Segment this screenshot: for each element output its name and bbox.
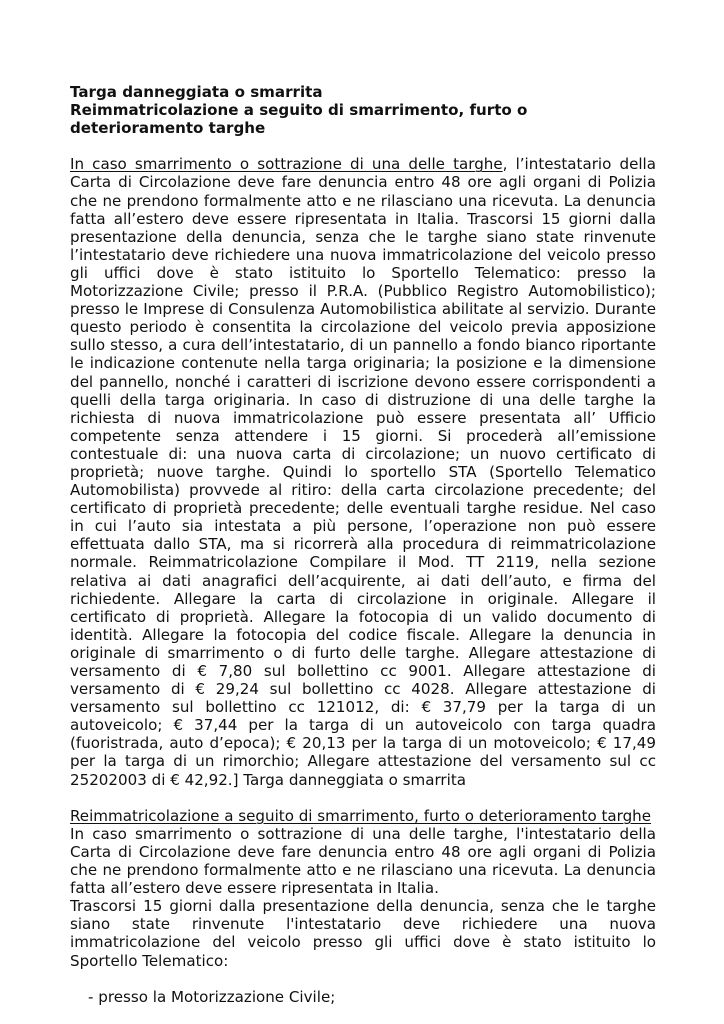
document-page <box>70 83 656 1006</box>
section2-paragraph-2: Trascorsi 15 giorni dalla presentazione della denuncia, senza che le targhe siano state rinvenute l'intestatario deve richiedere una nuova immatricolazione del veicolo presso gli uffici dove è stato istituito lo Sportello Telematico: <box>70 897 656 970</box>
section1-paragraph <box>70 155 656 788</box>
document-subtitle: Reimmatricolazione a seguito di smarrimento, furto o deterioramento targhe <box>70 101 528 138</box>
section2-paragraph-1: In caso smarrimento o sottrazione di una delle targhe, l'intestatario della Carta di Circolazione deve fare denuncia entro 48 ore agli organi di Polizia che ne prendono formalmente atto e ne rilasciano una ricevuta. La denuncia fatta all’estero deve essere ripresentata in Italia. <box>70 824 656 898</box>
section2-heading-text: Reimmatricolazione a seguito di smarrimento, furto o deterioramento targhe <box>70 806 652 825</box>
document-title: Targa danneggiata o smarrita <box>70 83 323 101</box>
section1-lead-underlined: In caso smarrimento o sottrazione di una delle targhe <box>70 155 503 174</box>
spacer <box>70 789 656 807</box>
spacer <box>70 970 656 988</box>
spacer <box>70 137 656 155</box>
list-item: - presso la Motorizzazione Civile; <box>88 987 336 1006</box>
section1-body: , l’intestatario della Carta di Circolazione deve fare denuncia entro 48 ore agli organi di Polizia che ne prendono formalmente atto e ne rilasciano una ricevuta. La denuncia fatta all’estero deve essere ripresentata in Italia. Trascorsi 15 giorni dalla presentazione della denuncia, senza che le targhe siano state rinvenute l’intestatario deve richiedere una nuova immatricolazione del veicolo presso gli uffici dove è stato istituito lo Sportello Telematico: presso la Motorizzazione Civile; presso il P.R.A. (Pubblico Registro Automobilistico); presso le Imprese di Consulenza Automobilistica abilitate al servizio. Durante questo periodo è consentita la circolazione del veicolo previa apposizione sullo stesso, a cura dell’intestatario, di un pannello a fondo bianco riportante le indicazione contenute nella targa originaria; la posizione e la dimensione del pannello, nonché i caratteri di iscrizione devono essere corrispondenti a quelli della targa originaria. In caso di distruzione di una delle targhe la richiesta di nuova immatricolazione può essere presentata all’ Ufficio competente senza attendere i 15 giorni. Si procederà all’emissione contestuale di: una nuova carta di circolazione; un nuovo certificato di proprietà; nuove targhe. Quindi lo sportello STA (Sportello Telematico Automobilista) provvede al ritiro: della carta circolazione precedente; del certificato di proprietà precedente; delle eventuali targhe residue. Nel caso in cui l’auto sia intestata a più persone, l’operazione non può essere effettuata dallo STA, ma si ricorrerà alla procedura di reimmatricolazione normale. Reimmatricolazione Compilare il Mod. TT 2119, nella sezione relativa ai dati anagrafici dell’acquirente, ai dati dell’auto, e firma del richiedente. Allegare la carta di circolazione in originale. Allegare il certificato di proprietà. Allegare la fotocopia di un valido documento di identità. Allegare la fotocopia del codice fiscale. Allegare la denuncia in originale di smarrimento o di furto delle targhe. Allegare attestazione di versamento di € 7,80 sul bollettino cc 9001. Allegare attestazione di versamento di € 29,24 sul bollettino cc 4028. Allegare attestazione di versamento sul bollettino cc 121012, di: € 37,79 per la targa di un autoveicolo; € 37,44 per la targa di un autoveicolo con targa quadra (fuoristrada, auto d’epoca); € 20,13 per la targa di un motoveicolo; € 17,49 per la targa di un rimorchio; Allegare attestazione del versamento sul cc 25202003 di € 42,92.] Targa danneggiata o smarrita <box>70 155 656 789</box>
section2-heading <box>70 807 656 825</box>
